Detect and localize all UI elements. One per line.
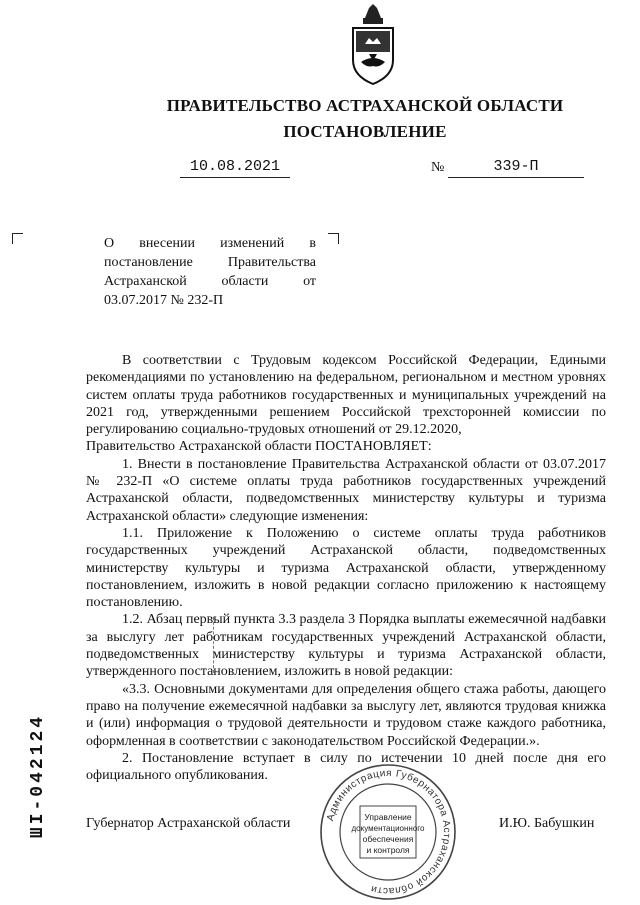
clause-1: 1. Внести в постановление Правительства Астраханской области от 03.07.2017 № 232-П «О системе оплаты труда работников государственных учреждений Астраханской области, подведомственных министерству культуры и туризма Астраханской области» следующие изменения: [86, 456, 606, 524]
stamp-line-4: и контроля [366, 845, 410, 855]
official-stamp [318, 762, 458, 902]
subject-corner-left [12, 233, 23, 244]
clause-1-2: 1.2. Абзац первый пункта 3.3 раздела 3 Порядка выплаты ежемесячной надбавки за выслугу лет работникам государственных учреждений Астраханской области, подведомственных министерству культуры и туризма Астраханской области, утвержденного постановлением, изложить в новой редакции: [86, 612, 606, 680]
document-date: 10.08.2021 [180, 158, 290, 178]
organization-title: ПРАВИТЕЛЬСТВО АСТРАХАНСКОЙ ОБЛАСТИ [166, 96, 564, 115]
number-sign: № [431, 160, 445, 175]
coat-of-arms-emblem [345, 4, 401, 86]
document-type-title: ПОСТАНОВЛЕНИЕ [283, 122, 447, 141]
stamp-line-3: обеспечения [362, 834, 414, 844]
preamble-paragraph: В соответствии с Трудовым кодексом Российской Федерации, Едиными рекомендациями по установлению на федеральном, региональном и местном уровнях систем оплаты труда работников государственных и муниципальных учреждений на 2021 год, утвержденными решением Российской трехсторонней комиссии по регулированию социально-трудовых отношений от 29.12.2020, [86, 353, 606, 438]
subject-corner-right [328, 233, 339, 244]
clause-2: 2. Постановление вступает в силу по истечении 10 дней после дня его официального опубликования. [86, 750, 606, 784]
stamp-ring-text: Администрация Губернатора Астраханской области [325, 767, 453, 897]
signatory-position: Губернатор Астраханской области [86, 816, 291, 831]
document-body [86, 352, 606, 784]
stamp-line-2: документационного [351, 824, 425, 833]
margin-mark [213, 617, 217, 673]
resolves-paragraph: Правительство Астраханской области ПОСТАНОВЛЯЕТ: [86, 439, 432, 455]
document-number: 339-П [448, 158, 584, 178]
document-subject: О внесении изменений в постановление Правительства Астраханской области от 03.07.2017 № 232-П [104, 236, 316, 308]
clause-1-1: 1.1. Приложение к Положению о системе оплаты труда работников государственных учреждений Астраханской области, подведомственных министерству культуры и туризма Астраханской области, утвержденному постановлением, изложить в новой редакции согласно приложению к настоящему постановлению. [86, 525, 606, 611]
signatory-name: И.Ю. Бабушкин [499, 816, 595, 831]
serial-number: ШI-042124 [28, 713, 48, 839]
stamp-line-1: Управление [364, 812, 412, 822]
quoted-clause-3-3: «3.3. Основными документами для определения общего стажа работы, дающего право на получение ежемесячной надбавки за выслугу лет, являются трудовая книжка и (или) информация о трудовой деятельности и трудовом стаже каждого работника, оформленная в соответствии с законодательством Российской Федерации.». [86, 681, 606, 749]
